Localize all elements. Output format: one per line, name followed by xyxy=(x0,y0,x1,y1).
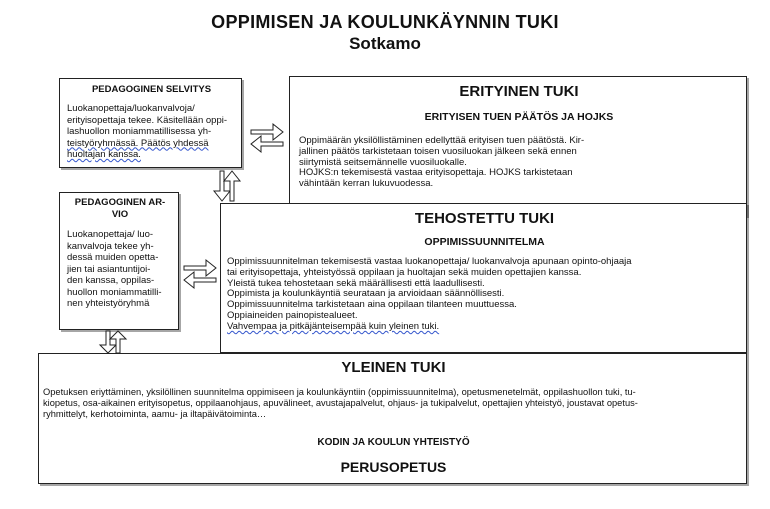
double-horizontal-arrow-icon xyxy=(183,256,217,290)
page-subtitle: Sotkamo xyxy=(349,34,421,53)
erityinen-tuki-heading: ERITYINEN TUKI xyxy=(459,83,579,100)
text-line: Luokanopettaja/luokanvalvoja/ xyxy=(67,103,195,114)
yleinen-tuki-box xyxy=(38,353,747,484)
double-vertical-arrow-icon xyxy=(210,170,244,202)
text-line: kanvalvoja tekee yh- xyxy=(67,240,154,252)
text-line: tai erityisopettaja, yhteistyössä oppilaan ja huoltajan sekä muiden opettajien kanssa. xyxy=(227,266,582,278)
pedagoginen-arvio-box xyxy=(59,192,179,330)
pedagoginen-arvio-heading xyxy=(60,197,180,221)
text-line: jien tai asiantuntijoi- xyxy=(67,263,151,275)
text-line: huollon moniammatilli- xyxy=(67,286,162,298)
pedagoginen-selvitys-text xyxy=(67,103,242,161)
text-line: Luokanopettaja/ luo- xyxy=(67,229,154,240)
double-horizontal-arrow-icon xyxy=(250,120,284,154)
text-line: lashuollon moniammatillisessa yh- xyxy=(67,126,212,137)
text-line: vähintään kerran lukuvuodessa. xyxy=(299,178,434,190)
erityinen-tuki-box xyxy=(289,76,747,216)
text-line: Yleistä tukea tehostetaan sekä määrällisesti että laadullisesti. xyxy=(227,277,485,289)
text-line: jallinen päätös tarkistetaan toisen vuosiluokan jälkeen sekä ennen xyxy=(299,145,577,157)
tehostettu-tuki-heading: TEHOSTETTU TUKI xyxy=(414,210,555,227)
heading-line: VIO xyxy=(111,209,129,220)
yleinen-tuki-text xyxy=(43,387,746,419)
tehostettu-tuki-subheading: OPPIMISSUUNNITELMA xyxy=(424,236,545,248)
text-line: ryhmittelyt, kerhotoiminta, aamu- ja iltapäivätoiminta… xyxy=(43,408,267,419)
erityinen-tuki-subheading: ERITYISEN TUEN PÄÄTÖS JA HOJKS xyxy=(424,111,614,123)
text-line: Oppimissuunnitelma tarkistetaan aina oppilaan tilanteen muuttuessa. xyxy=(227,299,517,311)
text-line: kiopetus, osa-aikainen erityisopetus, oppilaanohjaus, apuvälineet, avustajapalvelut, ohjaus- ja tukipalvelut, opettajien yhteistyö, joustavat opetus- xyxy=(43,397,638,408)
pedagoginen-selvitys-box xyxy=(59,78,242,168)
text-line: teistyöryhmässä. Päätös yhdessä xyxy=(67,137,209,149)
tehostettu-tuki-text xyxy=(227,257,745,333)
text-line: dessä muiden opetta- xyxy=(67,252,159,263)
text-line: huoltajan kanssa. xyxy=(67,149,141,160)
perusopetus-label: PERUSOPETUS xyxy=(340,459,447,475)
kodin-ja-koulun-yhteistyo: KODIN JA KOULUN YHTEISTYÖ xyxy=(317,437,470,448)
text-line: Oppimissuunnitelman tekemisestä vastaa luokanopettaja/ luokanvalvoja apunaan opinto-ohjaaja xyxy=(227,256,632,267)
text-line: Vahvempaa ja pitkäjänteisempää kuin yleinen tuki. xyxy=(227,320,440,332)
double-vertical-arrow-icon xyxy=(96,330,130,354)
text-line: Opetuksen eriyttäminen, yksilöllinen suunnitelma oppimiseen ja koulunkäyntiin (oppimissuunnitelma), opetusmenetelmät, oppilashuollon tuki, tu- xyxy=(43,387,636,397)
yleinen-tuki-heading: YLEINEN TUKI xyxy=(341,359,446,376)
text-line: Oppimäärän yksilöllistäminen edellyttää erityisen tuen päätöstä. Kir- xyxy=(299,135,585,146)
text-line: HOJKS:n tekemisestä vastaa erityisopettaja. HOJKS tarkistetaan xyxy=(299,167,573,179)
pedagoginen-arvio-text xyxy=(67,229,179,310)
text-line: nen yhteistyöryhmä xyxy=(67,298,150,309)
pedagoginen-selvitys-heading: PEDAGOGINEN SELVITYS xyxy=(91,84,212,95)
erityinen-tuki-text xyxy=(299,136,744,190)
text-line: erityisopettaja tekee. Käsitellään oppi- xyxy=(67,114,228,126)
text-line: Oppiaineiden painopistealueet. xyxy=(227,309,358,321)
text-line: Oppimista ja koulunkäyntiä seurataan ja arvioidaan säännöllisesti. xyxy=(227,288,505,300)
text-line: den kanssa, oppilas- xyxy=(67,275,155,286)
tehostettu-tuki-box xyxy=(220,203,747,353)
text-line: siirtymistä seitsemännelle vuosiluokalle. xyxy=(299,156,467,168)
page-title: OPPIMISEN JA KOULUNKÄYNNIN TUKI xyxy=(211,12,559,32)
heading-line: PEDAGOGINEN AR- xyxy=(74,197,166,208)
